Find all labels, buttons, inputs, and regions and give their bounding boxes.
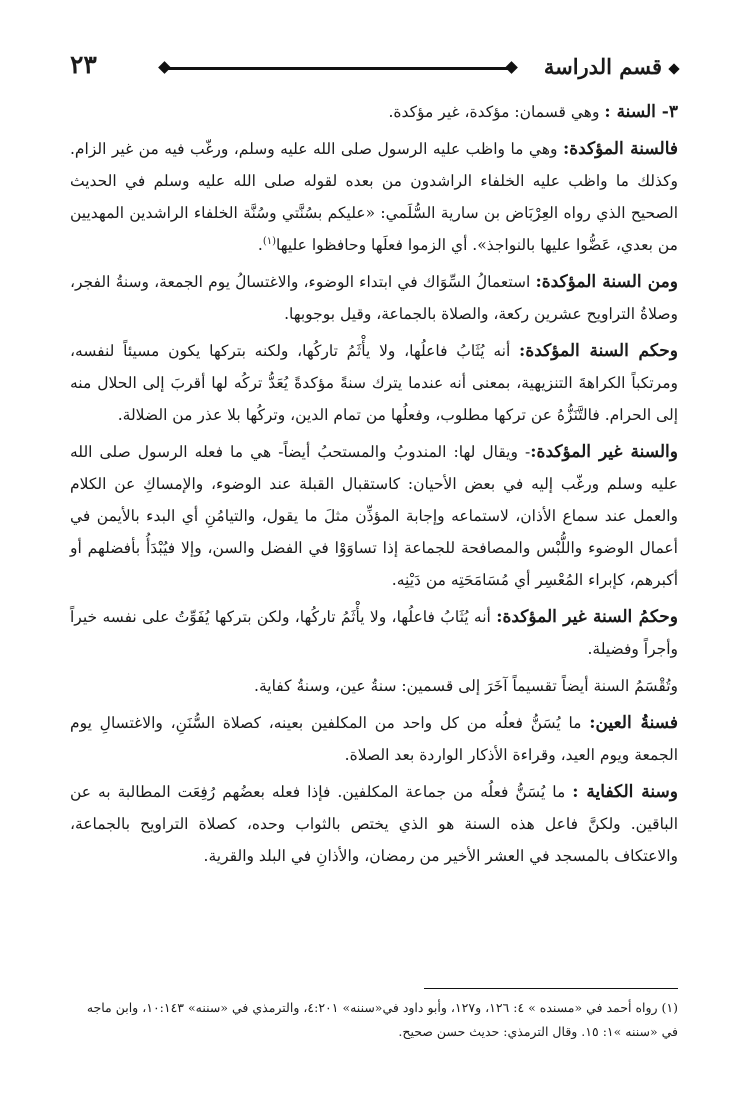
paragraph-text: ما يُسَنُّ فعلُه من جماعة المكلفين. فإذا فعله بعضُهم رُفِعَت المطالبة به عن الباقين. ولكنَّ فاعل هذه السنة هو الذي يختص بالثواب وحده، كصلاة التراويح بالجماعة، والاعتكاف بالمسجد في العشر الأخير من رمضان، والأذانِ في البلد والقرية. (70, 783, 678, 865)
paragraph-text: وهي ما واظب عليه الرسول صلى الله عليه وسلم، ورغّب فيه من غير الزام. وكذلك ما واظب عليه الخلفاء الراشدون من بعده لقوله صلى الله عليه وسلم في الحديث الصحيح الذي رواه العِرْبَاض بن سارية السُّلَمي: «عليكم بسُنَّتي وسُنَّة الخلفاء الراشدين المهديين من بعدي، عَضُّوا عليها بالنواجذ». أي الزموا فعلَها وحافظوا عليها (70, 140, 678, 254)
paragraph (70, 335, 678, 431)
paragraph-text: أنه يُثَابُ فاعلُها، ولا يأْثَمُ تاركُها، ولكنه بتركها يكون مسيئاً لنفسه، ومرتكباً الكراهةَ التنزيهية، بمعنى أنه عندما يترك سنةً مؤكدةً يُعَدُّ تركُه لها أقربَ إلى الحلال منه إلى الحرام. فالتَّنَزُّهُ عن تركها مطلوب، وفعلُها من تمام الدين، وتركُها بلا عذر من الضلالة. (70, 342, 678, 424)
paragraph-text: وتُقْسَمُ السنة أيضاً تقسيماً آخَرَ إلى قسمين: سنةُ عين، وسنةُ كفاية. (254, 677, 678, 695)
paragraph (70, 601, 678, 665)
page-number: ٢٣ (70, 50, 97, 79)
paragraph-term: ٣- السنة : (604, 102, 678, 122)
paragraph-text: - ويقال لها: المندوبُ والمستحبُ أيضاً- هي ما فعله الرسول صلى الله عليه وسلم ورغّب إليه في بعض الأحيان: كاستقبال القبلة عند الوضوء، والإمساكِ عن الكلام والعمل عند سماع الأذان، لاستماعه وإجابة المؤذِّن مثلَ ما يقول، والتيامُنِ أي البدء بالأيمن في أعمال الوضوء واللُّبْس والمصافحة للجماعة إذا تساوَوْا في الفضل والسن، وإلا فيُبْدَأُ بأفضلهم أو أكبرهم، كإبراء المُعْسِر أي مُسَامَحَتِه من دَيْنِه. (70, 443, 678, 589)
paragraph-term: وحكمُ السنة غير المؤكدة: (496, 607, 679, 627)
paragraph (70, 436, 678, 596)
running-header (70, 46, 678, 90)
paragraph (70, 133, 678, 261)
paragraph-text: ما يُسَنُّ فعلُه من كل واحد من المكلفين بعينه، كصلاة السُّنَنِ، والاغتسالِ يوم الجمعة ويوم العيد، وقراءة الأذكار الواردة بعد الصلاة. (70, 714, 678, 764)
paragraph-term: فسنةُ العين: (589, 713, 678, 733)
paragraph (70, 670, 678, 702)
footnotes (70, 996, 678, 1044)
paragraph (70, 266, 678, 330)
paragraph-term: والسنة غير المؤكدة: (530, 442, 678, 462)
paragraph (70, 776, 678, 872)
main-text (70, 96, 678, 877)
paragraph-term: ومن السنة المؤكدة: (535, 272, 678, 292)
paragraph-text: استعمالُ السِّوَاك في ابتداء الوضوء، والاغتسالُ يوم الجمعة، وسنةُ الفجر، وصلاةُ التراويح عشرين ركعة، والصلاة بالجماعة، وقيل بوجوبها. (70, 273, 678, 323)
paragraph-tail: . (257, 236, 263, 254)
paragraph-term: وحكم السنة المؤكدة: (519, 341, 678, 361)
paragraph (70, 96, 678, 128)
diamond-ornament-icon (668, 63, 679, 74)
paragraph-text: أنه يُثَابُ فاعلُها، ولا يأْثَمُ تاركُها، ولكن بتركها يُفَوِّتُ على نفسه خيراً وأجراً وفضيلة. (70, 608, 678, 658)
paragraph (70, 707, 678, 771)
section-title (544, 54, 678, 79)
footnote-separator (424, 988, 678, 989)
header-rule (166, 67, 510, 70)
paragraph-text: وهي قسمان: مؤكدة، غير مؤكدة. (388, 103, 605, 121)
paragraph-term: فالسنة المؤكدة: (562, 139, 678, 159)
footnote-reference[interactable]: (١) (262, 235, 276, 247)
section-title-text: قسم الدراسة (543, 54, 662, 79)
paragraph-term: وسنة الكفاية : (572, 782, 678, 802)
footnote: (١) رواه أحمد في «مسنده » ٤: ١٢٦، و١٢٧، وأبو داود في«سننه» ٤:٢٠١، والترمذي في «سننه» ١٠:١٤٣، وابن ماجه في «سننه »١: ١٥. وقال الترمذي: حديث حسن صحيح. (86, 1000, 678, 1039)
